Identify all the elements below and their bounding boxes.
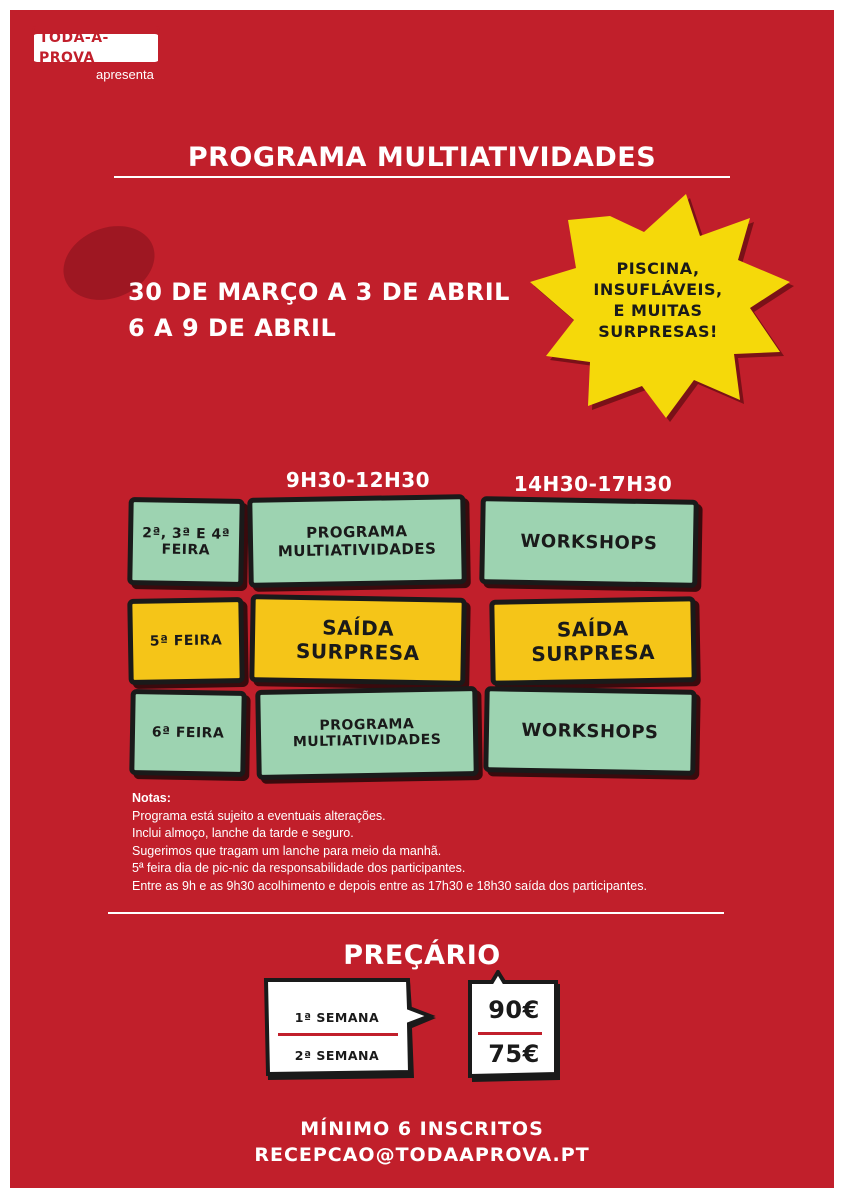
time-slot-morning: 9H30-12H30 [285, 468, 431, 492]
brand-logo-text: TODA-A-PROVA [32, 26, 160, 70]
time-slot-afternoon: 14H30-17H30 [513, 472, 673, 496]
price-separator [478, 1032, 542, 1035]
note-item: Entre as 9h e as 9h30 acolhimento e depois entre as 17h30 e 18h30 saída dos participantes. [132, 878, 647, 893]
title-divider [114, 176, 730, 178]
weeks-bubble-shape [262, 978, 442, 1082]
schedule-activity-label: SAÍDA SURPRESA [295, 615, 420, 666]
notes-section [132, 790, 647, 896]
highlight-line: SURPRESAS! [598, 322, 718, 341]
week-1-label: 1ª SEMANA [294, 1010, 380, 1025]
highlight-line: E MUITAS [613, 301, 703, 320]
schedule-day-cell [127, 497, 245, 587]
schedule-day-cell [127, 597, 244, 685]
prices-bubble [464, 970, 564, 1082]
note-item: Programa está sujeito a eventuais alterações. [132, 808, 386, 823]
schedule-activity-cell [483, 686, 696, 776]
schedule-activity-label: WORKSHOPS [520, 530, 658, 554]
schedule-activity-label: SAÍDA SURPRESA [531, 616, 656, 667]
presents-label: apresenta [96, 67, 154, 82]
schedule-day-cell [129, 689, 246, 777]
minimum-participants: MÍNIMO 6 INSCRITOS [300, 1118, 544, 1140]
highlight-text [558, 258, 758, 342]
week-separator [278, 1033, 398, 1036]
schedule-activity-label: WORKSHOPS [521, 719, 659, 743]
week-2-label: 2ª SEMANA [294, 1048, 380, 1063]
schedule-activity-label: PROGRAMA MULTIATIVIDADES [292, 716, 442, 751]
note-item: Sugerimos que tragam um lanche para meio da manhã. [132, 843, 442, 858]
pricing-divider [108, 912, 724, 914]
note-item: Inclui almoço, lanche da tarde e seguro. [132, 826, 354, 841]
highlight-line: INSUFLÁVEIS, [593, 280, 723, 299]
schedule-day-label: 5ª FEIRA [149, 632, 223, 650]
date-range-1: 30 DE MARÇO A 3 DE ABRIL [128, 278, 510, 306]
schedule-activity-cell [479, 496, 699, 588]
poster [10, 10, 834, 1188]
price-week-2: 75€ [488, 1040, 540, 1068]
date-range-2: 6 A 9 DE ABRIL [128, 314, 337, 342]
note-item: 5ª feira dia de pic-nic da responsabilidade dos participantes. [132, 861, 466, 876]
schedule-day-label: 2ª, 3ª E 4ª FEIRA [142, 525, 231, 559]
schedule-activity-cell [249, 594, 467, 686]
schedule-activity-cell [247, 494, 467, 588]
contact-email[interactable]: RECEPCAO@TODAAPROVA.PT [254, 1144, 590, 1166]
notes-heading: Notas: [132, 791, 171, 805]
page-title: PROGRAMA MULTIATIVIDADES [187, 142, 657, 173]
schedule-activity-cell [255, 686, 479, 780]
weeks-bubble [262, 978, 442, 1082]
brand-logo [32, 30, 160, 66]
schedule-day-label: 6ª FEIRA [151, 724, 225, 742]
price-week-1: 90€ [488, 996, 540, 1024]
schedule-activity-label: PROGRAMA MULTIATIVIDADES [277, 522, 437, 561]
schedule-activity-cell [489, 596, 696, 686]
pricing-title: PREÇÁRIO [343, 940, 501, 971]
highlight-line: PISCINA, [616, 259, 700, 278]
